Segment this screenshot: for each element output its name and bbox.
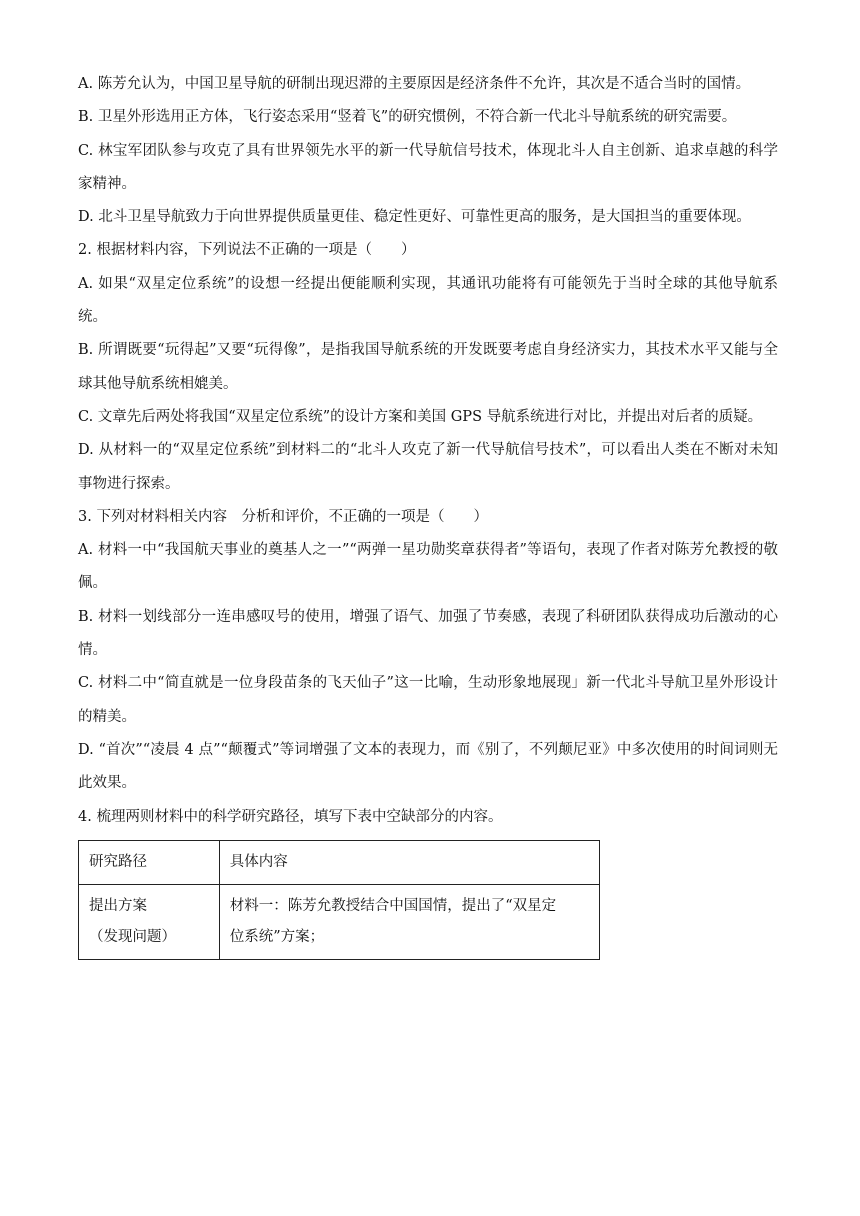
question-4: 4. 梳理两则材料中的科学研究路径，填写下表中空缺部分的内容。 — [78, 808, 503, 825]
option-3b: B. 材料一划线部分一连串感叹号的使用，增强了语气、加强了节奏感，表现了科研团队获得成功后激动的心情。 — [78, 608, 778, 659]
option-1b: B. 卫星外形选用正方体，飞行姿态采用“竖着飞”的研究惯例，不符合新一代北斗导航系统的研究需要。 — [78, 109, 737, 126]
row-content-cell[interactable] — [219, 884, 599, 959]
option-2d: D. 从材料一的“双星定位系统”到材料二的“北斗人攻克了新一代导航信号技术”，可以看出人类在不断对未知事物进行探索。 — [78, 442, 778, 492]
option-3d: D. “首次”“凌晨 4 点”“颠覆式”等词增强了文本的表现力，而《别了，不列颠尼亚》中多次使用的时间词则无此效果。 — [78, 741, 778, 792]
document-page — [78, 68, 778, 960]
row-path-line: 提出方案 — [89, 897, 147, 914]
option-1a: A. 陈芳允认为，中国卫星导航的研制出现迟滞的主要原因是经济条件不允许，其次是不适合当时的国情。 — [78, 76, 751, 92]
option-2a: A. 如果“双星定位系统”的设想一经提出便能顺利实现，其通讯功能将有可能领先于当时全球的其他导航系统。 — [78, 275, 778, 326]
option-3c: C. 材料二中“简直就是一位身段苗条的飞天仙子”这一比喻，生动形象地展现」新一代北斗导航卫星外形设计的精美。 — [78, 675, 778, 725]
row-content-line: 位系统”方案； — [229, 928, 325, 945]
table-row — [79, 884, 600, 959]
option-1d: D. 北斗卫星导航致力于向世界提供质量更佳、稳定性更好、可靠性更高的服务，是大国担当的重要体现。 — [78, 209, 751, 226]
option-2c: C. 文章先后两处将我国“双星定位系统”的设计方案和美国 GPS 导航系统进行对比，并提出对后者的质疑。 — [78, 408, 763, 425]
option-2b: B. 所谓既要“玩得起”又要“玩得像”，是指我国导航系统的开发既要考虑自身经济实力，其技术水平又能与全球其他导航系统相媲美。 — [78, 342, 778, 392]
header-research-path: 研究路径 — [79, 840, 220, 884]
header-specific-content: 具体内容 — [219, 840, 599, 884]
table-header-row — [79, 840, 600, 884]
row-path-cell — [79, 884, 220, 959]
option-3a: A. 材料一中“我国航天事业的奠基人之一”“两弹一星功勋奖章获得者”等语句，表现了作者对陈芳允教授的敬佩。 — [78, 542, 778, 592]
research-path-table — [78, 840, 600, 960]
option-1c: C. 林宝军团队参与攻克了具有世界领先水平的新一代导航信号技术，体现北斗人自主创新、追求卓越的科学家精神。 — [78, 142, 778, 192]
row-path-line: （发现问题） — [89, 928, 176, 945]
question-2: 2. 根据材料内容，下列说法不正确的一项是（ ） — [78, 242, 416, 259]
row-content-line: 材料一：陈芳允教授结合中国国情，提出了“双星定 — [229, 897, 557, 914]
question-3: 3. 下列对材料相关内容 分析和评价，不正确的一项是（ ） — [78, 508, 488, 525]
